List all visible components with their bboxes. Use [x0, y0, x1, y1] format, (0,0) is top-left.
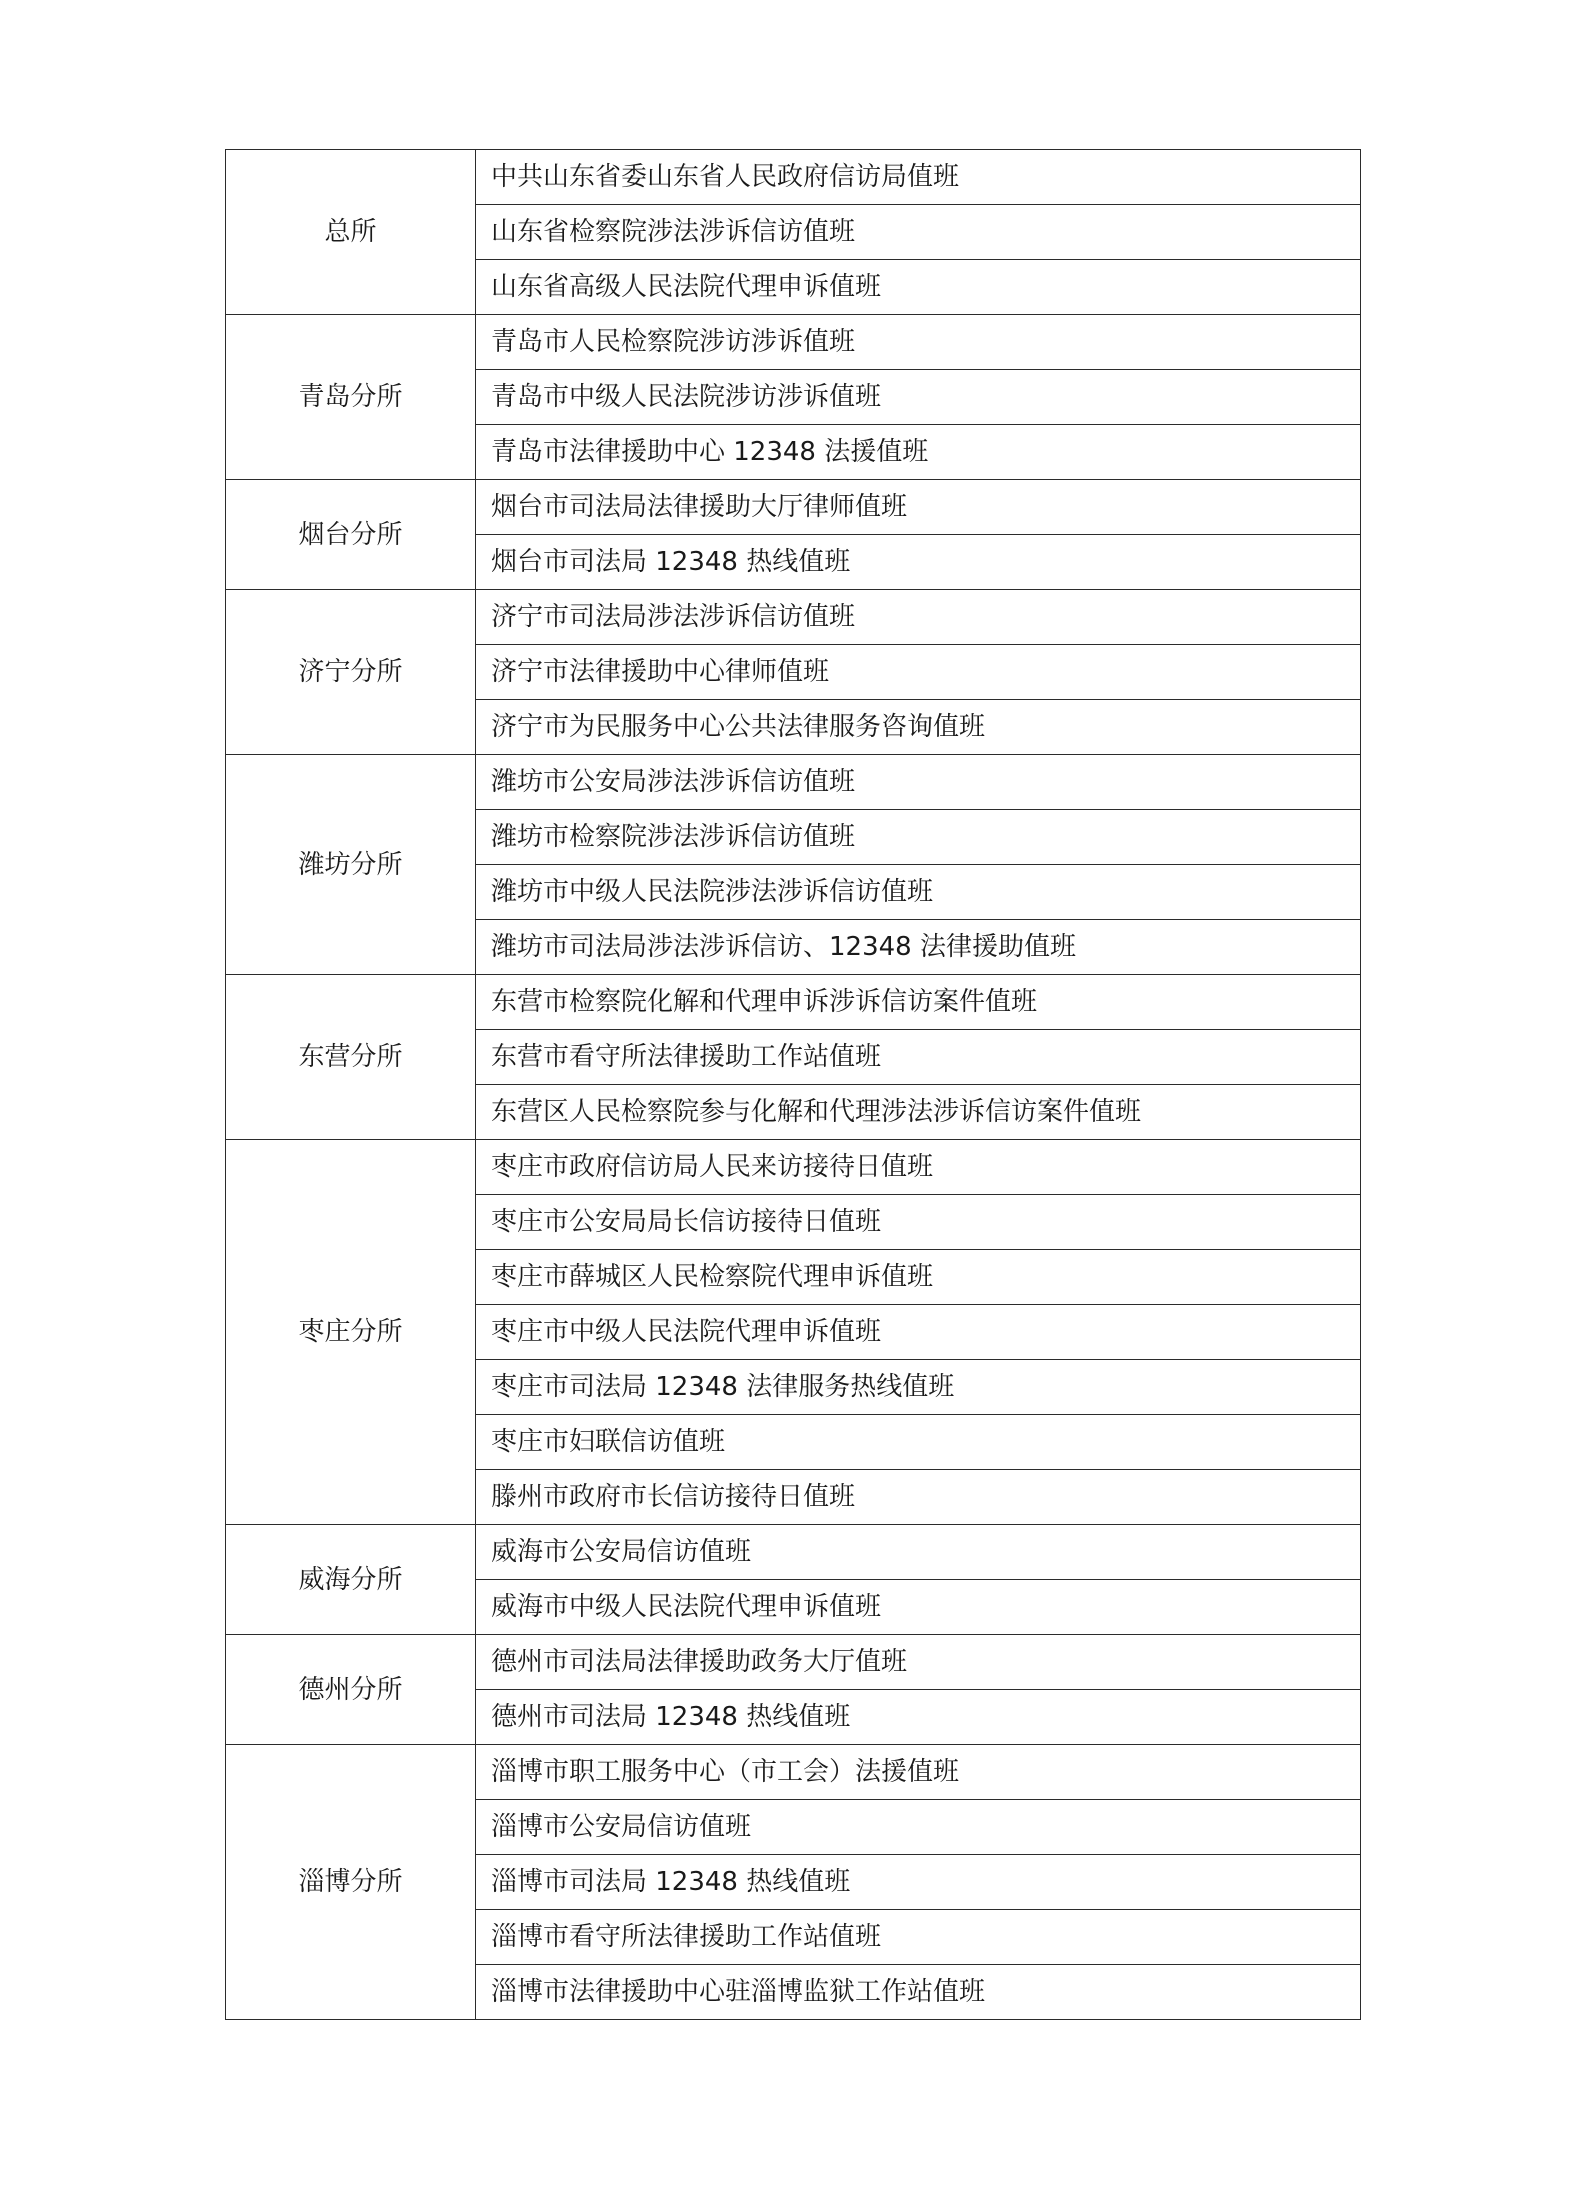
duty-item-cell: 青岛市法律援助中心 12348 法援值班 — [476, 425, 1361, 480]
duty-item-cell: 滕州市政府市长信访接待日值班 — [476, 1470, 1361, 1525]
branch-name-cell: 枣庄分所 — [226, 1140, 476, 1525]
duty-item-cell: 德州市司法局法律援助政务大厅值班 — [476, 1635, 1361, 1690]
duty-item-cell: 烟台市司法局 12348 热线值班 — [476, 535, 1361, 590]
branch-name-cell: 总所 — [226, 150, 476, 315]
duty-item-cell: 潍坊市检察院涉法涉诉信访值班 — [476, 810, 1361, 865]
table-row — [226, 590, 1361, 645]
branch-name-cell: 潍坊分所 — [226, 755, 476, 975]
duty-item-cell: 淄博市法律援助中心驻淄博监狱工作站值班 — [476, 1965, 1361, 2020]
duty-item-cell: 威海市中级人民法院代理申诉值班 — [476, 1580, 1361, 1635]
duty-item-cell: 枣庄市政府信访局人民来访接待日值班 — [476, 1140, 1361, 1195]
duty-item-cell: 山东省检察院涉法涉诉信访值班 — [476, 205, 1361, 260]
duty-item-cell: 东营市检察院化解和代理申诉涉诉信访案件值班 — [476, 975, 1361, 1030]
table-row — [226, 480, 1361, 535]
duty-table-body — [226, 150, 1361, 2020]
duty-item-cell: 济宁市法律援助中心律师值班 — [476, 645, 1361, 700]
branch-name-cell: 青岛分所 — [226, 315, 476, 480]
duty-item-cell: 青岛市人民检察院涉访涉诉值班 — [476, 315, 1361, 370]
duty-item-cell: 枣庄市司法局 12348 法律服务热线值班 — [476, 1360, 1361, 1415]
duty-item-cell: 淄博市看守所法律援助工作站值班 — [476, 1910, 1361, 1965]
duty-item-cell: 青岛市中级人民法院涉访涉诉值班 — [476, 370, 1361, 425]
duty-item-cell: 潍坊市司法局涉法涉诉信访、12348 法律援助值班 — [476, 920, 1361, 975]
branch-name-cell: 德州分所 — [226, 1635, 476, 1745]
duty-item-cell: 淄博市司法局 12348 热线值班 — [476, 1855, 1361, 1910]
duty-item-cell: 山东省高级人民法院代理申诉值班 — [476, 260, 1361, 315]
duty-item-cell: 枣庄市中级人民法院代理申诉值班 — [476, 1305, 1361, 1360]
duty-item-cell: 中共山东省委山东省人民政府信访局值班 — [476, 150, 1361, 205]
table-row — [226, 755, 1361, 810]
duty-item-cell: 济宁市为民服务中心公共法律服务咨询值班 — [476, 700, 1361, 755]
branch-name-cell: 威海分所 — [226, 1525, 476, 1635]
duty-item-cell: 枣庄市妇联信访值班 — [476, 1415, 1361, 1470]
table-row — [226, 1635, 1361, 1690]
duty-item-cell: 德州市司法局 12348 热线值班 — [476, 1690, 1361, 1745]
branch-name-cell: 东营分所 — [226, 975, 476, 1140]
duty-item-cell: 枣庄市公安局局长信访接待日值班 — [476, 1195, 1361, 1250]
duty-item-cell: 枣庄市薛城区人民检察院代理申诉值班 — [476, 1250, 1361, 1305]
branch-name-cell: 济宁分所 — [226, 590, 476, 755]
table-row — [226, 975, 1361, 1030]
table-row — [226, 1525, 1361, 1580]
duty-item-cell: 烟台市司法局法律援助大厅律师值班 — [476, 480, 1361, 535]
duty-item-cell: 东营市看守所法律援助工作站值班 — [476, 1030, 1361, 1085]
branch-name-cell: 烟台分所 — [226, 480, 476, 590]
duty-item-cell: 淄博市职工服务中心（市工会）法援值班 — [476, 1745, 1361, 1800]
table-row — [226, 150, 1361, 205]
duty-item-cell: 潍坊市公安局涉法涉诉信访值班 — [476, 755, 1361, 810]
duty-item-cell: 东营区人民检察院参与化解和代理涉法涉诉信访案件值班 — [476, 1085, 1361, 1140]
table-row — [226, 1745, 1361, 1800]
table-row — [226, 1140, 1361, 1195]
branch-name-cell: 淄博分所 — [226, 1745, 476, 2020]
duty-schedule-table — [225, 149, 1361, 2020]
duty-item-cell: 威海市公安局信访值班 — [476, 1525, 1361, 1580]
table-row — [226, 315, 1361, 370]
duty-item-cell: 淄博市公安局信访值班 — [476, 1800, 1361, 1855]
duty-item-cell: 济宁市司法局涉法涉诉信访值班 — [476, 590, 1361, 645]
duty-item-cell: 潍坊市中级人民法院涉法涉诉信访值班 — [476, 865, 1361, 920]
